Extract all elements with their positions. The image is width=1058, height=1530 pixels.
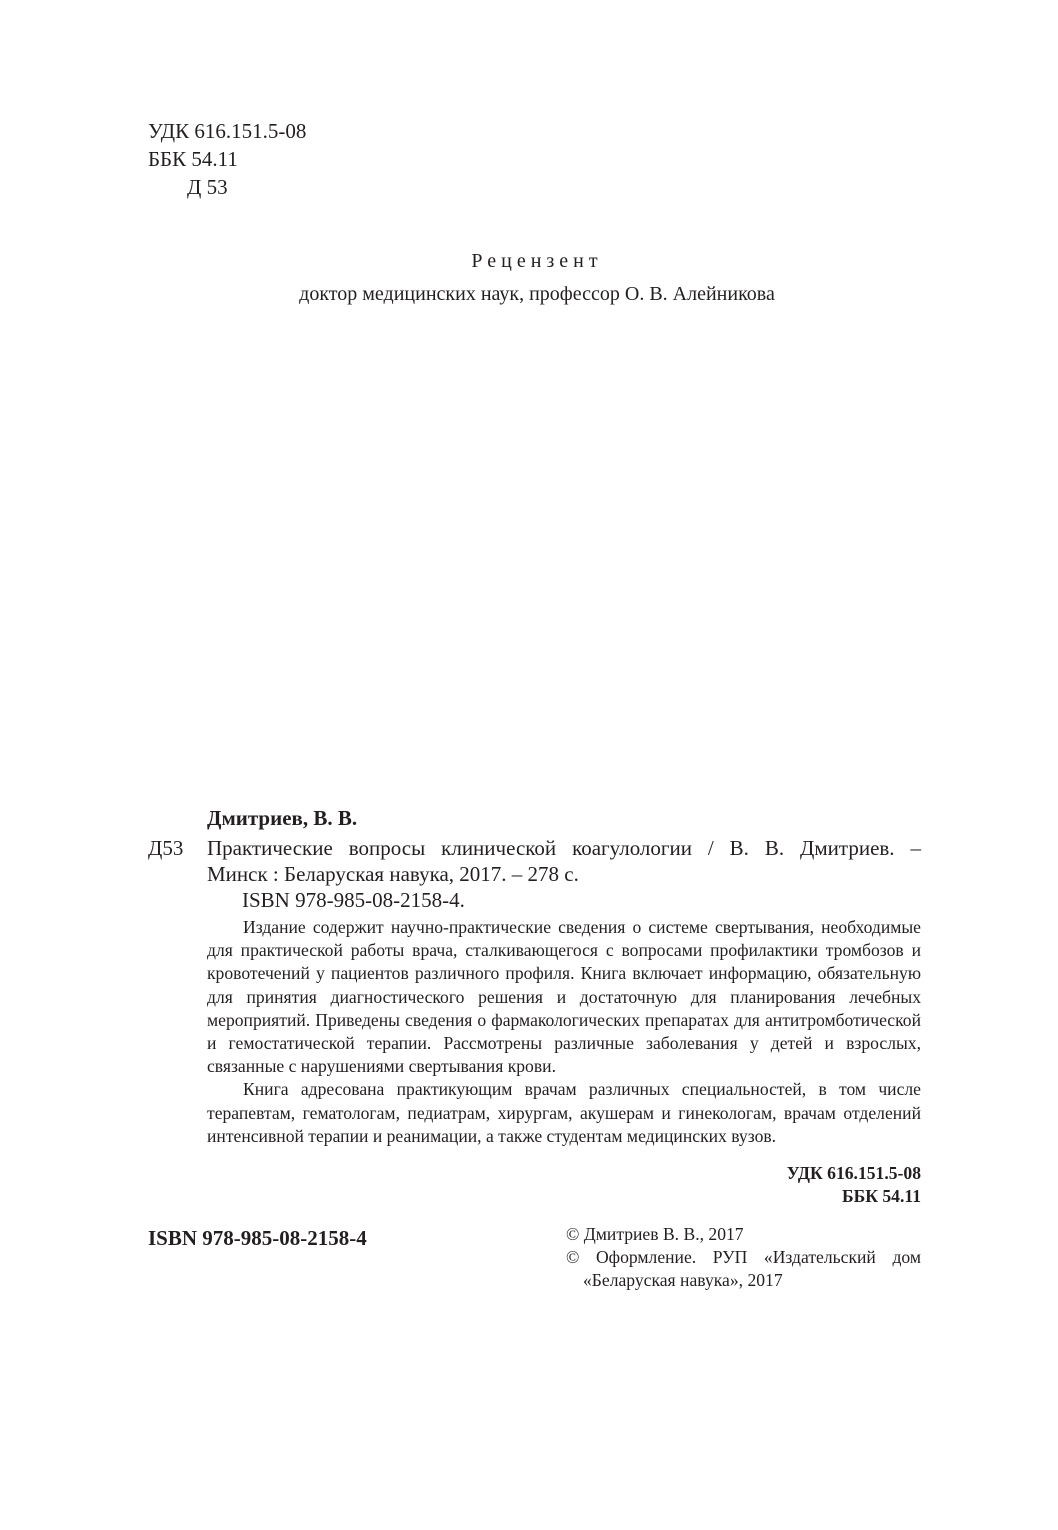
annotation-paragraph-2: Книга адресована практикующим врачам различных специальностей, в том числе терапевтам, гематологам, педиатрам, хирургам, акушерам и гинекологам, врачам отделений интенсивной терапии и реанимации, а также студентам медицинских вузов. [207,1079,921,1146]
header-code: Д 53 [187,175,228,199]
header-udk: УДК 616.151.5-08 [148,119,307,143]
reviewer-label: Рецензент [471,250,603,272]
shelf-code: Д53 [148,836,184,860]
annotation [207,916,921,1148]
header-bbk: ББК 54.11 [148,147,238,171]
annotation-paragraph-1: Издание содержит научно-практические сведения о системе свертывания, необходимые для практической работы врача, сталкивающегося с вопросами профилактики тромбозов и кровотечений у пациентов различного профиля. Книга включает информацию, обязательную для принятия диагностического решения и достаточную для планирования лечебных мероприятий. Приведены сведения о фармакологических препаратах для антитромботической и гемостатической терапии. Рассмотрены различные заболевания у детей и взрослых, связанные с нарушениями свертывания крови. [207,917,921,1077]
publisher-line: Минск : Беларуская навука, 2017. – 278 с. [207,862,579,886]
book-title-line: Практические вопросы клинической коагулологии / В. В. Дмитриев. – [207,836,921,860]
copyright-design-line1: © Оформление. РУП «Издательский дом [566,1247,921,1267]
footer-isbn: ISBN 978-985-08-2158-4 [148,1226,367,1250]
isbn-line: ISBN 978-985-08-2158-4. [242,888,465,912]
copyright-design-line2: «Беларуская навука», 2017 [583,1270,783,1290]
classification-udk: УДК 616.151.5-08 [786,1163,921,1183]
copyright-author: © Дмитриев В. В., 2017 [566,1224,744,1244]
reviewer-name: доктор медицинских наук, профессор О. В. Алейникова [299,283,775,305]
author-heading: Дмитриев, В. В. [207,806,358,830]
classification-bbk: ББК 54.11 [841,1186,921,1206]
